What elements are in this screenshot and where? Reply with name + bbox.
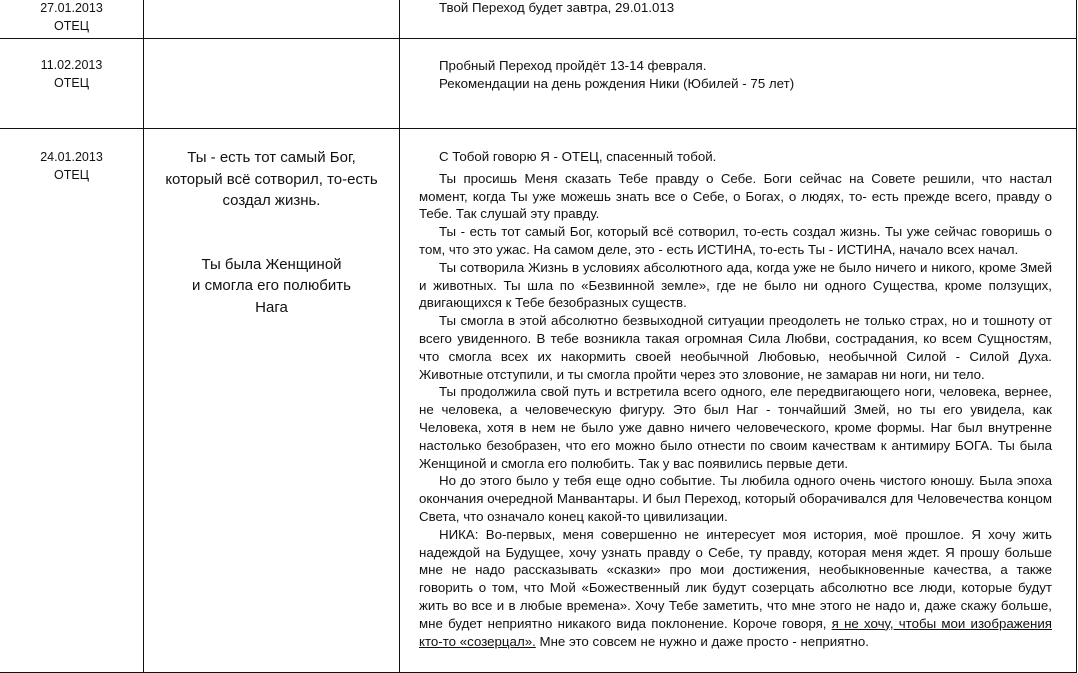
date-cell [0, 129, 144, 673]
summary-block [144, 147, 399, 212]
summary-line: создал жизнь. [222, 192, 321, 209]
message-paragraph: Ты смогла в этой абсолютно безвыходной ситуации преодолеть не только страх, но и тошноту от всего увиденного. В тебе возникла такая огромная Сила Любви, сострадания, ко всем Сущностям, что смогла всех их накормить своей необычной Любовью, необычной Силой - Силой Духа. Животные отступили, и ты смогла пройти через это зловоние, не замарав ни ноги, ни тело. [419, 313, 1052, 382]
date-cell [0, 39, 144, 129]
table-row [0, 39, 1077, 129]
summary-line: Ты была Женщиной [201, 255, 342, 273]
summary-block [144, 254, 399, 319]
entry-author: ОТЕЦ [54, 19, 89, 33]
summary-cell [144, 0, 400, 39]
message-paragraph: Рекомендации на день рождения Ники (Юбилей - 75 лет) [439, 75, 795, 91]
table-row [0, 0, 1077, 39]
message-cell [400, 39, 1077, 129]
summary-line: который всё сотворил, то-есть [165, 170, 378, 188]
message-cell [400, 0, 1077, 39]
message-paragraph: Ты сотворила Жизнь в условиях абсолютного ада, когда уже не было ничего и никого, кроме Змей и животных. Ты шла по «Безвинной земле», где не было ни одного Существа, кроме ползущих, двигающихся к Тебе безобразных существ. [419, 259, 1052, 311]
message-paragraph: Ты просишь Меня сказать Тебе правду о Себе. Боги сейчас на Совете решили, что настал момент, когда Ты уже можешь знать все о Себе, о Богах, о людях, то- есть прежде всего, правду о Тебе. Так слушай эту правду. [419, 170, 1052, 222]
entry-date: 27.01.2013 [40, 1, 103, 15]
message-paragraph: Пробный Переход пройдёт 13-14 февраля. [439, 58, 707, 73]
message-paragraph: Твой Переход будет завтра, 29.01.013 [439, 0, 675, 15]
summary-cell [144, 129, 400, 673]
table-row [0, 129, 1077, 673]
message-paragraph [419, 526, 1052, 651]
summary-line: и смогла его полюбить [192, 277, 351, 294]
entry-author: ОТЕЦ [54, 168, 89, 182]
message-paragraph: Ты продолжила свой путь и встретила всего одного, еле передвигающего ноги, человека, вернее, не человека, а человеческую фигуру. Это был Наг - тончайший Змей, но ты его увидела, как Человека, хотя в нем не было уже давно ничего человеческого, кроме формы. Наг был внутренне настолько безобразен, что его можно было отнести по своим качествам к антимиру БОГА. Ты была Женщиной и смогла его полюбить. Так у вас появились первые дети. [419, 384, 1052, 471]
summary-line: Нага [255, 298, 288, 316]
message-cell [400, 129, 1077, 673]
entry-author: ОТЕЦ [54, 76, 89, 90]
nika-tail: Мне это совсем не нужно и даже просто - неприятно. [535, 633, 869, 649]
message-paragraph: С Тобой говорю Я - ОТЕЦ, спасенный тобой. [439, 149, 717, 164]
summary-cell [144, 39, 400, 129]
message-paragraph: Но до этого было у тебя еще одно событие. Ты любила одного очень чистого юношу. Была эпоха окончания очередной Манвантары. И был Переход, который оборачивался для Человечества концом Света, что означало конец какой-то цивилизации. [419, 473, 1052, 524]
message-paragraph: Ты - есть тот самый Бог, который всё сотворил, то-есть создал жизнь. Ты уже сейчас говоришь о том, что это ужас. На самом деле, это - есть ИСТИНА, то-есть Ты - ИСТИНА, начало всех начал. [419, 224, 1052, 257]
underlined-text: я не хочу, чтобы мои изображения кто-то «созерцал». [419, 615, 1052, 649]
entry-date: 11.02.2013 [40, 58, 103, 72]
date-cell [0, 0, 144, 39]
entry-date: 24.01.2013 [40, 150, 103, 164]
nika-text: НИКА: Во-первых, меня совершенно не интересует моя история, моё прошлое. Я хочу жить надеждой на Будущее, хочу узнать правду о Себе, ту правду, которая меня ждет. Я прошу больше мне не надо рассказывать «сказки» про мои достижения, необыкновенные качества, а также говорить о том, что Мой «Божественный лик будут созерцать абсолютно все люди, которые будут жить во все и в любые времена». Хочу Тебе заметить, что мне этого не надо и, даже скажу больше, мне будет неприятно никакого вида поклонение. Короче говоря, [419, 526, 1052, 631]
summary-line: Ты - есть тот самый Бог, [187, 149, 356, 166]
